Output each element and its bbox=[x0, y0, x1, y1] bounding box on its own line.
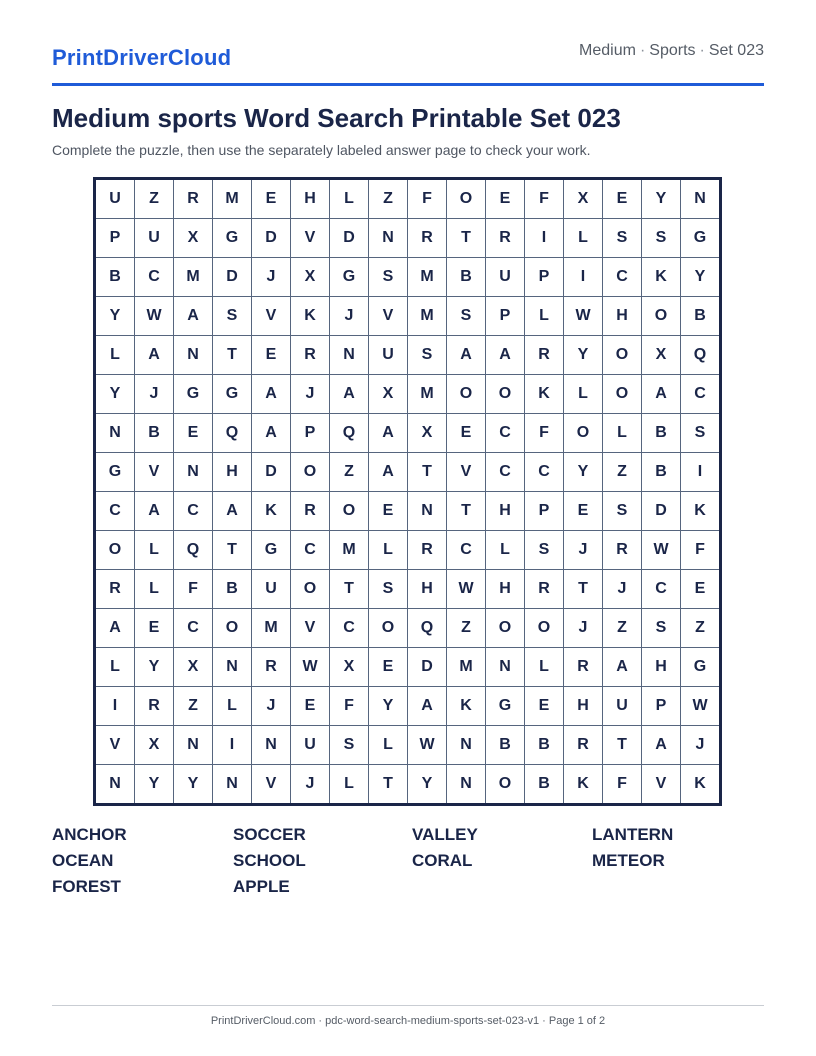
grid-cell: Y bbox=[642, 179, 681, 219]
grid-cell: X bbox=[174, 219, 213, 258]
grid-cell: S bbox=[408, 336, 447, 375]
grid-cell: N bbox=[174, 726, 213, 765]
grid-cell: K bbox=[681, 765, 721, 805]
grid-cell: O bbox=[486, 375, 525, 414]
grid-cell: N bbox=[174, 336, 213, 375]
grid-row bbox=[95, 609, 721, 648]
grid-cell: Q bbox=[408, 609, 447, 648]
grid-cell: X bbox=[642, 336, 681, 375]
grid-cell: B bbox=[447, 258, 486, 297]
grid-row bbox=[95, 219, 721, 258]
grid-cell: W bbox=[681, 687, 721, 726]
grid-cell: S bbox=[525, 531, 564, 570]
grid-cell: E bbox=[681, 570, 721, 609]
grid-cell: L bbox=[564, 375, 603, 414]
grid-cell: H bbox=[213, 453, 252, 492]
grid-cell: R bbox=[252, 648, 291, 687]
grid-cell: C bbox=[486, 414, 525, 453]
grid-cell: L bbox=[564, 219, 603, 258]
grid-cell: V bbox=[291, 219, 330, 258]
grid-row bbox=[95, 179, 721, 219]
grid-cell: A bbox=[135, 492, 174, 531]
grid-cell: E bbox=[525, 687, 564, 726]
grid-cell: L bbox=[213, 687, 252, 726]
grid-cell: M bbox=[174, 258, 213, 297]
word-search-grid bbox=[93, 177, 722, 806]
grid-cell: J bbox=[291, 375, 330, 414]
grid-cell: X bbox=[408, 414, 447, 453]
grid-cell: D bbox=[642, 492, 681, 531]
grid-cell: G bbox=[95, 453, 135, 492]
grid-cell: L bbox=[486, 531, 525, 570]
grid-cell: R bbox=[564, 726, 603, 765]
grid-cell: G bbox=[681, 219, 721, 258]
grid-cell: M bbox=[408, 258, 447, 297]
grid-cell: Z bbox=[603, 609, 642, 648]
grid-cell: N bbox=[486, 648, 525, 687]
grid-cell: I bbox=[213, 726, 252, 765]
word-list-item: METEOR bbox=[592, 851, 665, 870]
word-list-item: FOREST bbox=[52, 877, 121, 896]
grid-cell: R bbox=[525, 570, 564, 609]
grid-cell: T bbox=[213, 531, 252, 570]
grid-cell: S bbox=[681, 414, 721, 453]
grid-cell: O bbox=[486, 609, 525, 648]
grid-cell: N bbox=[252, 726, 291, 765]
grid-cell: G bbox=[213, 219, 252, 258]
grid-cell: C bbox=[603, 258, 642, 297]
grid-cell: O bbox=[447, 179, 486, 219]
grid-cell: O bbox=[291, 570, 330, 609]
grid-cell: G bbox=[330, 258, 369, 297]
grid-cell: K bbox=[642, 258, 681, 297]
breadcrumb bbox=[579, 42, 764, 60]
grid-cell: B bbox=[525, 765, 564, 805]
grid-cell: R bbox=[486, 219, 525, 258]
grid-cell: N bbox=[447, 726, 486, 765]
grid-cell: D bbox=[252, 219, 291, 258]
word-list-item: SCHOOL bbox=[233, 851, 306, 870]
grid-cell: J bbox=[681, 726, 721, 765]
grid-cell: L bbox=[525, 648, 564, 687]
grid-cell: P bbox=[525, 258, 564, 297]
grid-cell: T bbox=[330, 570, 369, 609]
grid-cell: H bbox=[486, 492, 525, 531]
grid-cell: G bbox=[681, 648, 721, 687]
page-title: Medium sports Word Search Printable Set 023 bbox=[52, 103, 621, 133]
breadcrumb-separator: · bbox=[699, 42, 705, 59]
grid-cell: H bbox=[291, 179, 330, 219]
grid-cell: B bbox=[95, 258, 135, 297]
grid-cell: X bbox=[564, 179, 603, 219]
grid-cell: T bbox=[369, 765, 408, 805]
grid-cell: L bbox=[135, 531, 174, 570]
grid-cell: I bbox=[681, 453, 721, 492]
grid-row bbox=[95, 726, 721, 765]
grid-cell: Q bbox=[174, 531, 213, 570]
grid-cell: O bbox=[213, 609, 252, 648]
grid-cell: U bbox=[135, 219, 174, 258]
grid-cell: P bbox=[642, 687, 681, 726]
grid-cell: D bbox=[330, 219, 369, 258]
grid-cell: D bbox=[213, 258, 252, 297]
grid-cell: F bbox=[174, 570, 213, 609]
grid-cell: J bbox=[252, 258, 291, 297]
grid-cell: A bbox=[447, 336, 486, 375]
grid-cell: L bbox=[525, 297, 564, 336]
grid-cell: L bbox=[603, 414, 642, 453]
grid-cell: N bbox=[213, 648, 252, 687]
grid-cell: R bbox=[603, 531, 642, 570]
grid-cell: E bbox=[369, 492, 408, 531]
grid-cell: N bbox=[95, 414, 135, 453]
word-list-item: OCEAN bbox=[52, 851, 114, 870]
grid-cell: O bbox=[330, 492, 369, 531]
grid-cell: Y bbox=[135, 765, 174, 805]
grid-row bbox=[95, 297, 721, 336]
grid-cell: H bbox=[603, 297, 642, 336]
grid-cell: R bbox=[291, 336, 330, 375]
grid-cell: C bbox=[174, 492, 213, 531]
grid-cell: P bbox=[486, 297, 525, 336]
grid-cell: N bbox=[408, 492, 447, 531]
grid-row bbox=[95, 570, 721, 609]
word-list-item: ANCHOR bbox=[52, 825, 127, 844]
grid-cell: B bbox=[642, 414, 681, 453]
grid-cell: U bbox=[291, 726, 330, 765]
grid-cell: E bbox=[252, 336, 291, 375]
grid-cell: C bbox=[642, 570, 681, 609]
grid-cell: W bbox=[447, 570, 486, 609]
grid-cell: E bbox=[135, 609, 174, 648]
grid-cell: K bbox=[447, 687, 486, 726]
grid-cell: C bbox=[486, 453, 525, 492]
grid-cell: L bbox=[369, 726, 408, 765]
grid-cell: S bbox=[369, 570, 408, 609]
grid-cell: E bbox=[252, 179, 291, 219]
grid-cell: V bbox=[135, 453, 174, 492]
grid-cell: V bbox=[252, 765, 291, 805]
grid-cell: J bbox=[564, 531, 603, 570]
grid-cell: X bbox=[330, 648, 369, 687]
grid-cell: S bbox=[603, 219, 642, 258]
grid-cell: J bbox=[603, 570, 642, 609]
grid-cell: A bbox=[642, 726, 681, 765]
grid-cell: R bbox=[135, 687, 174, 726]
grid-cell: Z bbox=[369, 179, 408, 219]
grid-row bbox=[95, 414, 721, 453]
grid-cell: O bbox=[369, 609, 408, 648]
grid-cell: C bbox=[135, 258, 174, 297]
grid-cell: P bbox=[291, 414, 330, 453]
grid-row bbox=[95, 687, 721, 726]
grid-cell: A bbox=[642, 375, 681, 414]
grid-cell: B bbox=[213, 570, 252, 609]
grid-cell: W bbox=[564, 297, 603, 336]
breadcrumb-item-theme[interactable]: Sports bbox=[649, 42, 696, 59]
grid-cell: F bbox=[603, 765, 642, 805]
grid-cell: A bbox=[408, 687, 447, 726]
grid-cell: T bbox=[447, 492, 486, 531]
grid-cell: G bbox=[252, 531, 291, 570]
grid-cell: K bbox=[525, 375, 564, 414]
grid-cell: U bbox=[369, 336, 408, 375]
grid-cell: S bbox=[369, 258, 408, 297]
word-list-item: LANTERN bbox=[592, 825, 674, 844]
grid-cell: C bbox=[681, 375, 721, 414]
grid-cell: A bbox=[330, 375, 369, 414]
grid-cell: V bbox=[369, 297, 408, 336]
word-list-item: VALLEY bbox=[412, 825, 478, 844]
grid-cell: Q bbox=[681, 336, 721, 375]
grid-cell: Q bbox=[330, 414, 369, 453]
breadcrumb-item-set[interactable]: Set 023 bbox=[708, 42, 764, 59]
grid-cell: S bbox=[603, 492, 642, 531]
grid-cell: O bbox=[603, 336, 642, 375]
grid-cell: W bbox=[291, 648, 330, 687]
grid-cell: F bbox=[330, 687, 369, 726]
grid-cell: R bbox=[95, 570, 135, 609]
grid-cell: Z bbox=[681, 609, 721, 648]
grid-cell: O bbox=[447, 375, 486, 414]
grid-cell: K bbox=[252, 492, 291, 531]
grid-cell: H bbox=[642, 648, 681, 687]
grid-cell: A bbox=[603, 648, 642, 687]
grid-cell: C bbox=[95, 492, 135, 531]
grid-cell: C bbox=[447, 531, 486, 570]
grid-cell: G bbox=[174, 375, 213, 414]
grid-cell: S bbox=[642, 219, 681, 258]
grid-cell: H bbox=[408, 570, 447, 609]
grid-cell: S bbox=[330, 726, 369, 765]
grid-cell: E bbox=[291, 687, 330, 726]
grid-cell: O bbox=[642, 297, 681, 336]
grid-cell: E bbox=[564, 492, 603, 531]
grid-cell: Y bbox=[95, 297, 135, 336]
grid-cell: A bbox=[369, 453, 408, 492]
grid-cell: G bbox=[213, 375, 252, 414]
grid-cell: O bbox=[291, 453, 330, 492]
grid-cell: L bbox=[135, 570, 174, 609]
grid-cell: X bbox=[369, 375, 408, 414]
grid-cell: B bbox=[135, 414, 174, 453]
grid-row bbox=[95, 531, 721, 570]
grid-cell: W bbox=[135, 297, 174, 336]
grid-cell: J bbox=[135, 375, 174, 414]
grid-cell: M bbox=[330, 531, 369, 570]
grid-cell: K bbox=[681, 492, 721, 531]
grid-cell: D bbox=[252, 453, 291, 492]
grid-cell: I bbox=[564, 258, 603, 297]
grid-cell: T bbox=[408, 453, 447, 492]
grid-cell: V bbox=[291, 609, 330, 648]
grid-cell: J bbox=[291, 765, 330, 805]
grid-cell: U bbox=[95, 179, 135, 219]
grid-cell: Y bbox=[564, 453, 603, 492]
grid-cell: F bbox=[525, 179, 564, 219]
grid-cell: A bbox=[174, 297, 213, 336]
grid-row bbox=[95, 492, 721, 531]
grid-cell: B bbox=[486, 726, 525, 765]
grid-cell: R bbox=[291, 492, 330, 531]
grid-cell: W bbox=[642, 531, 681, 570]
grid-cell: L bbox=[95, 648, 135, 687]
grid-cell: O bbox=[525, 609, 564, 648]
grid-cell: M bbox=[408, 297, 447, 336]
grid-row bbox=[95, 765, 721, 805]
grid-cell: M bbox=[252, 609, 291, 648]
grid-cell: N bbox=[681, 179, 721, 219]
grid-row bbox=[95, 258, 721, 297]
word-list-item: SOCCER bbox=[233, 825, 306, 844]
grid-cell: K bbox=[291, 297, 330, 336]
page-header bbox=[52, 40, 764, 86]
grid-cell: J bbox=[252, 687, 291, 726]
grid-cell: J bbox=[564, 609, 603, 648]
grid-cell: L bbox=[95, 336, 135, 375]
grid-cell: R bbox=[564, 648, 603, 687]
grid-cell: C bbox=[330, 609, 369, 648]
grid-cell: E bbox=[447, 414, 486, 453]
grid-cell: A bbox=[95, 609, 135, 648]
grid-cell: I bbox=[525, 219, 564, 258]
grid-cell: E bbox=[603, 179, 642, 219]
grid-cell: N bbox=[330, 336, 369, 375]
grid-cell: I bbox=[95, 687, 135, 726]
grid-cell: X bbox=[291, 258, 330, 297]
grid-cell: X bbox=[174, 648, 213, 687]
grid-cell: Q bbox=[213, 414, 252, 453]
grid-cell: N bbox=[174, 453, 213, 492]
grid-cell: Z bbox=[447, 609, 486, 648]
grid-cell: T bbox=[447, 219, 486, 258]
grid-cell: B bbox=[681, 297, 721, 336]
page-subtitle: Complete the puzzle, then use the separately labeled answer page to check your work. bbox=[52, 142, 591, 158]
grid-cell: M bbox=[213, 179, 252, 219]
grid-cell: C bbox=[174, 609, 213, 648]
grid-cell: U bbox=[252, 570, 291, 609]
grid-cell: V bbox=[447, 453, 486, 492]
breadcrumb-separator: · bbox=[639, 42, 646, 59]
grid-row bbox=[95, 375, 721, 414]
grid-cell: E bbox=[369, 648, 408, 687]
grid-cell: Y bbox=[174, 765, 213, 805]
grid-cell: P bbox=[95, 219, 135, 258]
grid-cell: O bbox=[95, 531, 135, 570]
grid-cell: A bbox=[135, 336, 174, 375]
grid-cell: Y bbox=[408, 765, 447, 805]
grid-cell: T bbox=[564, 570, 603, 609]
grid-cell: Z bbox=[174, 687, 213, 726]
grid-cell: U bbox=[603, 687, 642, 726]
grid-cell: N bbox=[447, 765, 486, 805]
grid-cell: P bbox=[525, 492, 564, 531]
grid-cell: V bbox=[95, 726, 135, 765]
grid-cell: B bbox=[525, 726, 564, 765]
grid-cell: C bbox=[525, 453, 564, 492]
grid-cell: L bbox=[369, 531, 408, 570]
grid-cell: E bbox=[174, 414, 213, 453]
grid-cell: T bbox=[603, 726, 642, 765]
grid-cell: R bbox=[408, 219, 447, 258]
grid-cell: G bbox=[486, 687, 525, 726]
grid-cell: L bbox=[330, 765, 369, 805]
grid-cell: Z bbox=[135, 179, 174, 219]
grid-cell: K bbox=[564, 765, 603, 805]
grid-cell: R bbox=[525, 336, 564, 375]
word-list-item: CORAL bbox=[412, 851, 473, 870]
grid-cell: C bbox=[291, 531, 330, 570]
grid-cell: S bbox=[447, 297, 486, 336]
grid-cell: X bbox=[135, 726, 174, 765]
grid-cell: A bbox=[252, 414, 291, 453]
grid-cell: W bbox=[408, 726, 447, 765]
grid-row bbox=[95, 453, 721, 492]
grid-row bbox=[95, 336, 721, 375]
grid-cell: E bbox=[486, 179, 525, 219]
grid-cell: N bbox=[213, 765, 252, 805]
grid-cell: R bbox=[174, 179, 213, 219]
grid-cell: O bbox=[486, 765, 525, 805]
grid-cell: J bbox=[330, 297, 369, 336]
grid-cell: M bbox=[408, 375, 447, 414]
grid-cell: N bbox=[369, 219, 408, 258]
grid-cell: B bbox=[642, 453, 681, 492]
grid-cell: O bbox=[564, 414, 603, 453]
grid-cell: U bbox=[486, 258, 525, 297]
grid-cell: A bbox=[486, 336, 525, 375]
grid-cell: A bbox=[213, 492, 252, 531]
grid-cell: N bbox=[95, 765, 135, 805]
grid-cell: Y bbox=[95, 375, 135, 414]
word-list-item: APPLE bbox=[233, 877, 290, 896]
grid-cell: S bbox=[213, 297, 252, 336]
grid-cell: V bbox=[252, 297, 291, 336]
grid-cell: Y bbox=[369, 687, 408, 726]
grid-cell: H bbox=[486, 570, 525, 609]
grid-cell: M bbox=[447, 648, 486, 687]
grid-cell: R bbox=[408, 531, 447, 570]
page-footer: PrintDriverCloud.com · pdc-word-search-medium-sports-set-023-v1 · Page 1 of 2 bbox=[52, 1005, 764, 1027]
brand-logo[interactable]: PrintDriverCloud bbox=[52, 45, 232, 70]
grid-cell: F bbox=[681, 531, 721, 570]
grid-cell: Y bbox=[564, 336, 603, 375]
grid-cell: F bbox=[408, 179, 447, 219]
grid-cell: O bbox=[603, 375, 642, 414]
grid-cell: S bbox=[642, 609, 681, 648]
breadcrumb-item-difficulty[interactable]: Medium bbox=[579, 42, 636, 59]
grid-row bbox=[95, 648, 721, 687]
grid-cell: Z bbox=[330, 453, 369, 492]
grid-cell: T bbox=[213, 336, 252, 375]
grid-cell: Y bbox=[681, 258, 721, 297]
grid-cell: Z bbox=[603, 453, 642, 492]
grid-cell: Y bbox=[135, 648, 174, 687]
grid-cell: A bbox=[252, 375, 291, 414]
grid-cell: V bbox=[642, 765, 681, 805]
grid-cell: A bbox=[369, 414, 408, 453]
grid-cell: D bbox=[408, 648, 447, 687]
grid-cell: H bbox=[564, 687, 603, 726]
grid-cell: L bbox=[330, 179, 369, 219]
grid-cell: F bbox=[525, 414, 564, 453]
